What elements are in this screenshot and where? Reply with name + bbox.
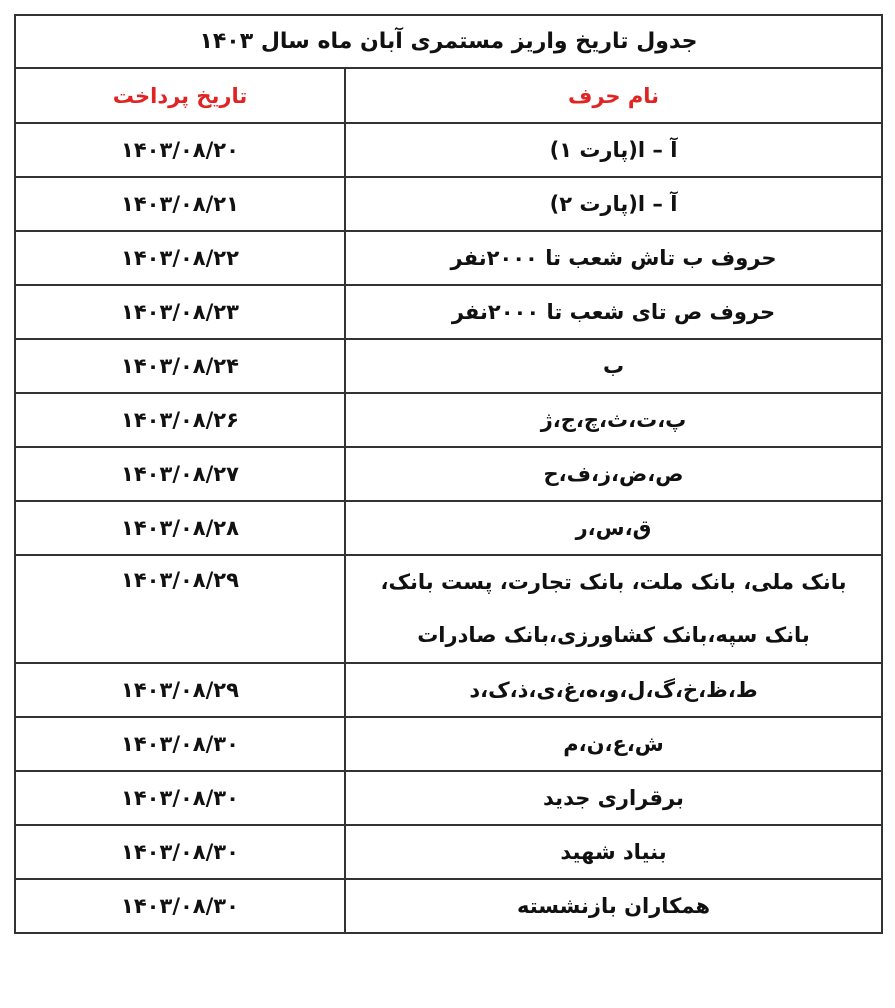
row-name: آ – ا(پارت ۱) — [345, 123, 882, 177]
row-name: آ – ا(پارت ۲) — [345, 177, 882, 231]
row-name: پ،ت،ث،چ،ج،ژ — [345, 393, 882, 447]
row-name: حروف ص تای شعب تا ۲۰۰۰نفر — [345, 285, 882, 339]
row-name: بنیاد شهید — [345, 825, 882, 879]
header-date: تاریخ پرداخت — [15, 68, 345, 123]
row-name: ط،ظ،خ،گ،ل،و،ه،غ،ی،ذ،ک،د — [345, 663, 882, 717]
row-name: بانک ملی، بانک ملت، بانک تجارت، پست بانک، بانک سپه،بانک کشاورزی،بانک صادرات — [345, 555, 882, 663]
row-date: ۱۴۰۳/۰۸/۲۳ — [15, 285, 345, 339]
row-name: ص،ض،ز،ف،ح — [345, 447, 882, 501]
header-name: نام حرف — [345, 68, 882, 123]
table-row — [15, 231, 882, 285]
row-date: ۱۴۰۳/۰۸/۲۶ — [15, 393, 345, 447]
table-row — [15, 447, 882, 501]
row-date: ۱۴۰۳/۰۸/۲۴ — [15, 339, 345, 393]
row-name: همکاران بازنشسته — [345, 879, 882, 933]
row-date: ۱۴۰۳/۰۸/۲۸ — [15, 501, 345, 555]
table-body — [15, 123, 882, 933]
row-date: ۱۴۰۳/۰۸/۲۰ — [15, 123, 345, 177]
row-date: ۱۴۰۳/۰۸/۲۹ — [15, 555, 345, 663]
payment-schedule-table — [14, 14, 883, 934]
table-title: جدول تاریخ واریز مستمری آبان ماه سال ۱۴۰۳ — [15, 15, 882, 68]
title-row — [15, 15, 882, 68]
table-row — [15, 285, 882, 339]
row-name: ق،س،ر — [345, 501, 882, 555]
row-date: ۱۴۰۳/۰۸/۲۲ — [15, 231, 345, 285]
table-row — [15, 825, 882, 879]
table-row — [15, 717, 882, 771]
table-row — [15, 339, 882, 393]
table-row — [15, 123, 882, 177]
row-date: ۱۴۰۳/۰۸/۲۱ — [15, 177, 345, 231]
table-row — [15, 879, 882, 933]
table-row — [15, 555, 882, 663]
row-date: ۱۴۰۳/۰۸/۳۰ — [15, 879, 345, 933]
header-row — [15, 68, 882, 123]
row-date: ۱۴۰۳/۰۸/۳۰ — [15, 825, 345, 879]
table-row — [15, 663, 882, 717]
table-row — [15, 393, 882, 447]
row-name: برقراری جدید — [345, 771, 882, 825]
table-row — [15, 501, 882, 555]
row-date: ۱۴۰۳/۰۸/۳۰ — [15, 717, 345, 771]
row-date: ۱۴۰۳/۰۸/۲۷ — [15, 447, 345, 501]
row-name: حروف ب تاش شعب تا ۲۰۰۰نفر — [345, 231, 882, 285]
row-date: ۱۴۰۳/۰۸/۲۹ — [15, 663, 345, 717]
table-row — [15, 177, 882, 231]
row-name: ب — [345, 339, 882, 393]
row-name: ش،ع،ن،م — [345, 717, 882, 771]
row-date: ۱۴۰۳/۰۸/۳۰ — [15, 771, 345, 825]
table-row — [15, 771, 882, 825]
